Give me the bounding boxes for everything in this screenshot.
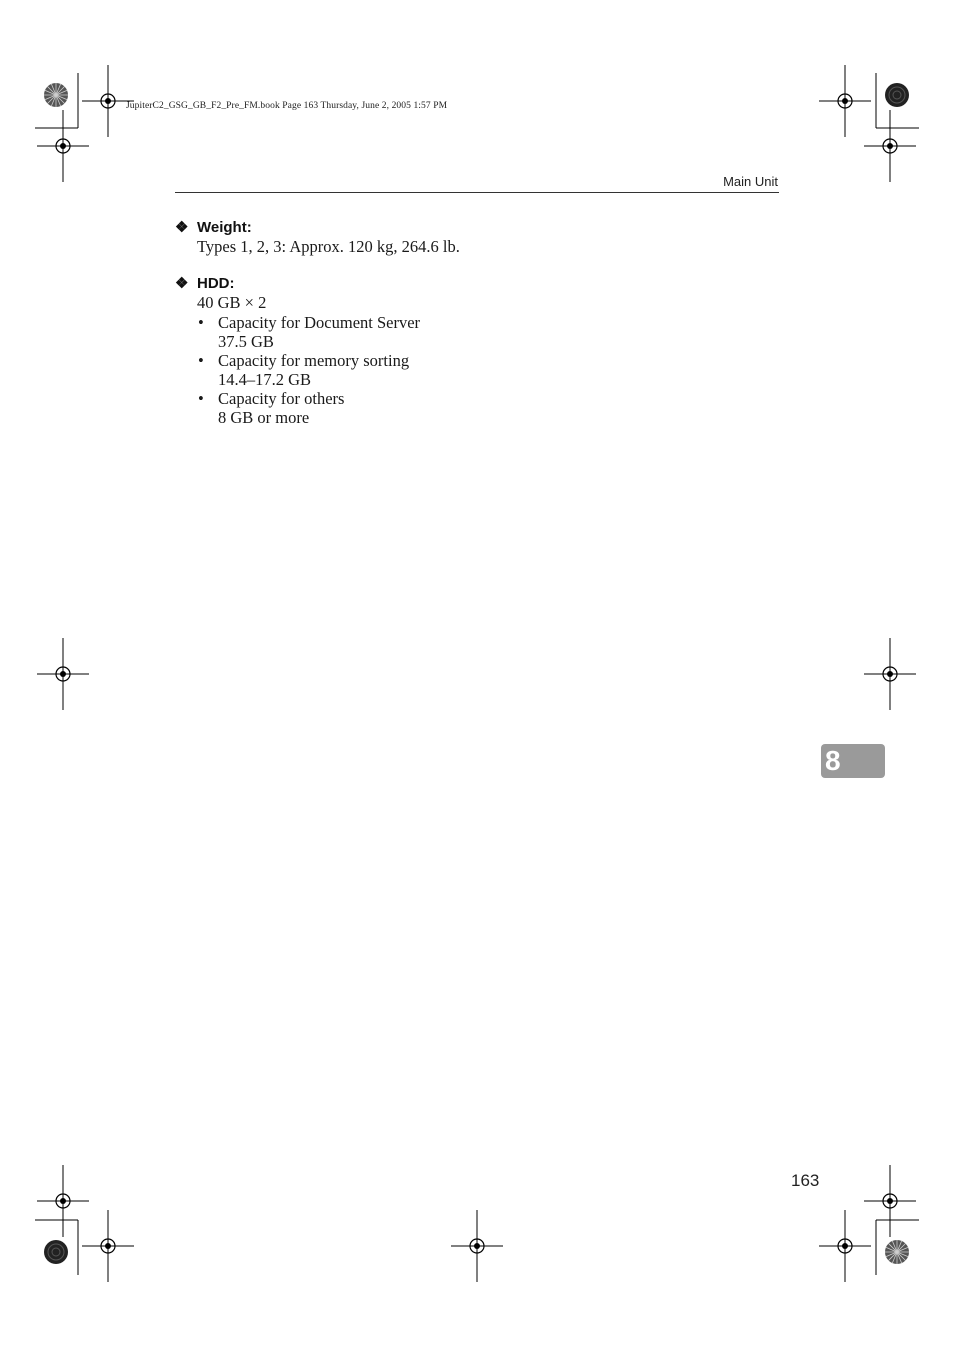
registration-mark-right [864,638,916,710]
hdd-title: HDD: [197,274,235,292]
item-value: 37.5 GB [218,331,274,351]
item-label: Capacity for Document Server [218,312,421,332]
item-label: Capacity for memory sorting [218,350,410,370]
page-number: 163 [791,1171,820,1190]
weight-title: Weight: [197,218,252,236]
diamond-bullet-icon: ❖ [175,219,189,236]
weight-section [175,217,460,257]
bullet-icon: • [198,350,204,370]
weight-heading [175,217,460,237]
hdd-text: 40 GB × 2 [197,293,267,312]
print-slug: JupiterC2_GSG_GB_F2_Pre_FM.book Page 163 Thursday, June 2, 2005 1:57 PM [126,101,448,111]
corner-mark-bottom-left [35,1165,134,1282]
corner-mark-top-right [819,65,919,182]
diamond-bullet-icon: ❖ [175,275,189,292]
chapter-number: 8 [825,745,841,776]
hdd-capacity-list [197,313,420,427]
corner-mark-top-left [35,65,134,182]
running-head: Main Unit [723,174,778,189]
list-item [197,389,420,427]
hdd-section [175,273,420,427]
item-value: 8 GB or more [218,407,310,427]
corner-mark-bottom-right [819,1165,919,1282]
registration-mark-left [37,638,89,710]
registration-mark-bottom-center [451,1210,503,1282]
item-value: 14.4–17.2 GB [218,369,312,389]
bullet-icon: • [198,312,204,332]
list-item [197,351,420,389]
list-item [197,313,420,351]
bullet-icon: • [198,388,204,408]
hdd-heading [175,273,420,293]
chapter-tab [821,744,885,778]
header-rule [175,192,779,193]
item-label: Capacity for others [218,388,345,408]
weight-text: Types 1, 2, 3: Approx. 120 kg, 264.6 lb. [197,237,460,256]
